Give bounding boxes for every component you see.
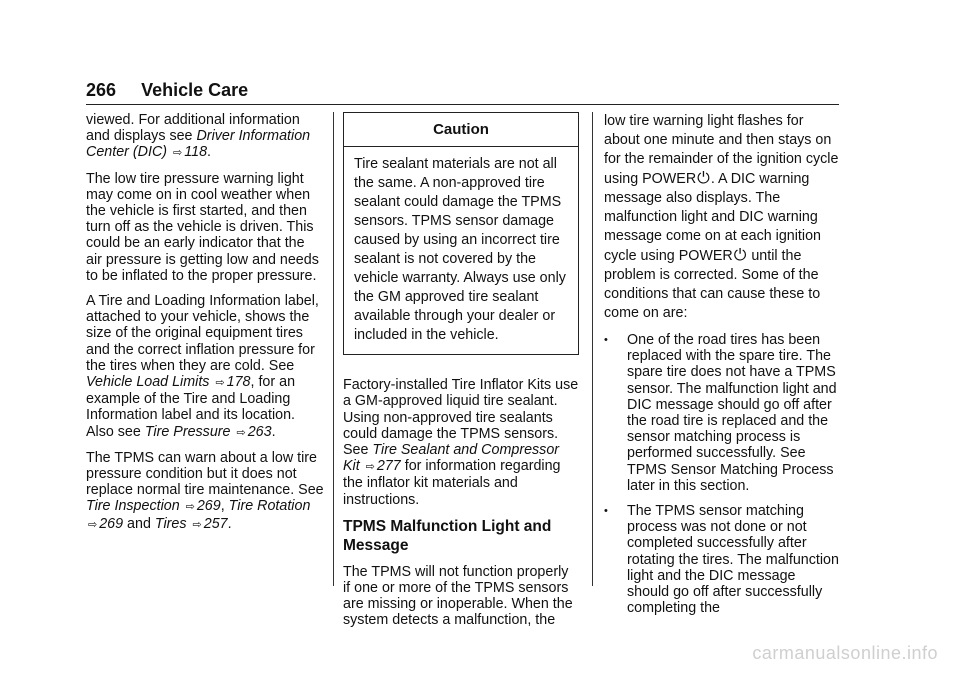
column-2 [343, 112, 579, 638]
xref-page[interactable]: 277 [376, 458, 401, 475]
page-ref-arrow-icon: ⇨ [88, 518, 98, 531]
caution-title: Caution [344, 113, 578, 147]
text: for information regarding the inflator kit materials and instructions. [343, 458, 561, 508]
power-icon: ⏻ [697, 170, 710, 187]
text: and [123, 515, 151, 532]
watermark: carmanualsonline.info [752, 643, 938, 663]
page-ref-arrow-icon: ⇨ [365, 461, 375, 474]
text: A Tire and Loading Information label, attached to your vehicle, shows the size of the original equipment tires and the correct inflation pressure for the tires when they are cold. See [86, 293, 319, 374]
paragraph: The low tire pressure warning light may come on in cool weather when the vehicle is first started, and then turn off as the vehicle is driven. This could be an early indicator that the air pressure is getting low and needs to be inflated to the proper pressure. [86, 170, 319, 284]
xref-tire-inspection[interactable]: Tire Inspection [86, 498, 180, 515]
paragraph: A Tire and Loading Information label, attached to your vehicle, shows the size of the original equipment tires and the correct inflation pressure for the tires when they are cold. See Vehicle Load Limits ⇨ 178, for an example of the Tire and Loading Information label and its location. Also see Tire Pressure ⇨ 263. [86, 293, 319, 440]
paragraph: The TPMS will not function properly if one or more of the TPMS sensors are missing or inoperable. When the system detects a malfunction, the [343, 563, 573, 629]
text: Factory-installed Tire Inflator Kits use a GM-approved liquid tire sealant. Using non-approved tire sealants could damage the TPMS sensors. See [343, 377, 579, 459]
text: The TPMS can warn about a low tire pressure condition but it does not replace normal tire maintenance. See [86, 449, 324, 499]
paragraph: viewed. For additional information and displays see Driver Information Center (DIC) ⇨ 118. [86, 112, 311, 161]
page-ref-arrow-icon: ⇨ [236, 426, 246, 439]
conditions-list [604, 332, 840, 616]
paragraph [343, 377, 579, 508]
xref-tire-rotation[interactable]: Tire Rotation [228, 498, 311, 515]
xref-vehicle-load-limits[interactable]: Vehicle Load Limits [86, 374, 210, 391]
column-divider-2 [592, 112, 593, 586]
text: until the problem is corrected. Some of the conditions that can cause these to come on are: [604, 248, 821, 321]
paragraph: The TPMS can warn about a low tire pressure condition but it does not replace normal tire maintenance. See Tire Inspection ⇨ 269, Tire Rotation ⇨ 269 and Tires ⇨ 257. [86, 449, 324, 532]
caution-body: Tire sealant materials are not all the same. A non-approved tire sealant could damage the TPMS sensors. TPMS sensor damage caused by using an incorrect tire sealant is not covered by the vehicle warranty. Always use only the GM approved tire sealant available through your dealer or included in the vehicle. [354, 156, 566, 344]
column-1 [86, 112, 324, 542]
page-ref-arrow-icon: ⇨ [192, 518, 202, 531]
caution-box [343, 112, 579, 355]
xref-tire-sealant[interactable]: Tire Sealant and Compressor Kit [343, 442, 560, 475]
header-rule [86, 104, 839, 105]
paragraph [604, 112, 840, 323]
page-ref-arrow-icon: ⇨ [173, 147, 183, 160]
text: , for an example of the Tire and Loading Information label and its location. Also see [86, 374, 296, 440]
text: . A DIC warning message also displays. The malfunction light and DIC warning message come on at each ignition cycle using POWER [604, 171, 821, 264]
xref-tires[interactable]: Tires [154, 515, 187, 532]
xref-tire-pressure[interactable]: Tire Pressure [144, 423, 231, 440]
power-icon: ⏻ [733, 247, 747, 264]
text: viewed. For additional information and displays see [86, 112, 300, 145]
text: low tire warning light flashes for about one minute and then stays on for the remainder of the ignition cycle using POWER [604, 113, 839, 187]
page-header [86, 80, 248, 101]
page-ref-arrow-icon: ⇨ [215, 377, 225, 390]
list-item: • One of the road tires has been replaced with the spare tire. The spare tire does not have a TPMS sensor. The malfunction light and DIC message should go off after the road tire is replaced and the sensor matching process is performed successfully. See TPMS Sensor Matching Process later in this section. [604, 332, 840, 494]
section-heading: TPMS Malfunction Light and Message [343, 517, 552, 554]
xref-page[interactable]: 269 [196, 498, 221, 515]
column-divider-1 [333, 112, 334, 586]
xref-page[interactable]: 263 [247, 423, 272, 440]
xref-page[interactable]: 269 [99, 515, 124, 532]
list-item: • The TPMS sensor matching process was not done or not completed successfully after rotating the tires. The malfunction light and the DIC message should go off after successfully completing the [604, 503, 840, 616]
page-number: 266 [86, 80, 117, 100]
xref-page[interactable]: 118 [184, 144, 208, 161]
section-title: Vehicle Care [141, 80, 249, 100]
xref-page[interactable]: 257 [203, 515, 228, 532]
column-3 [604, 112, 840, 625]
xref-page[interactable]: 178 [226, 374, 251, 391]
page-ref-arrow-icon: ⇨ [185, 501, 195, 514]
xref-dic[interactable]: Driver Information Center (DIC) [86, 128, 311, 161]
